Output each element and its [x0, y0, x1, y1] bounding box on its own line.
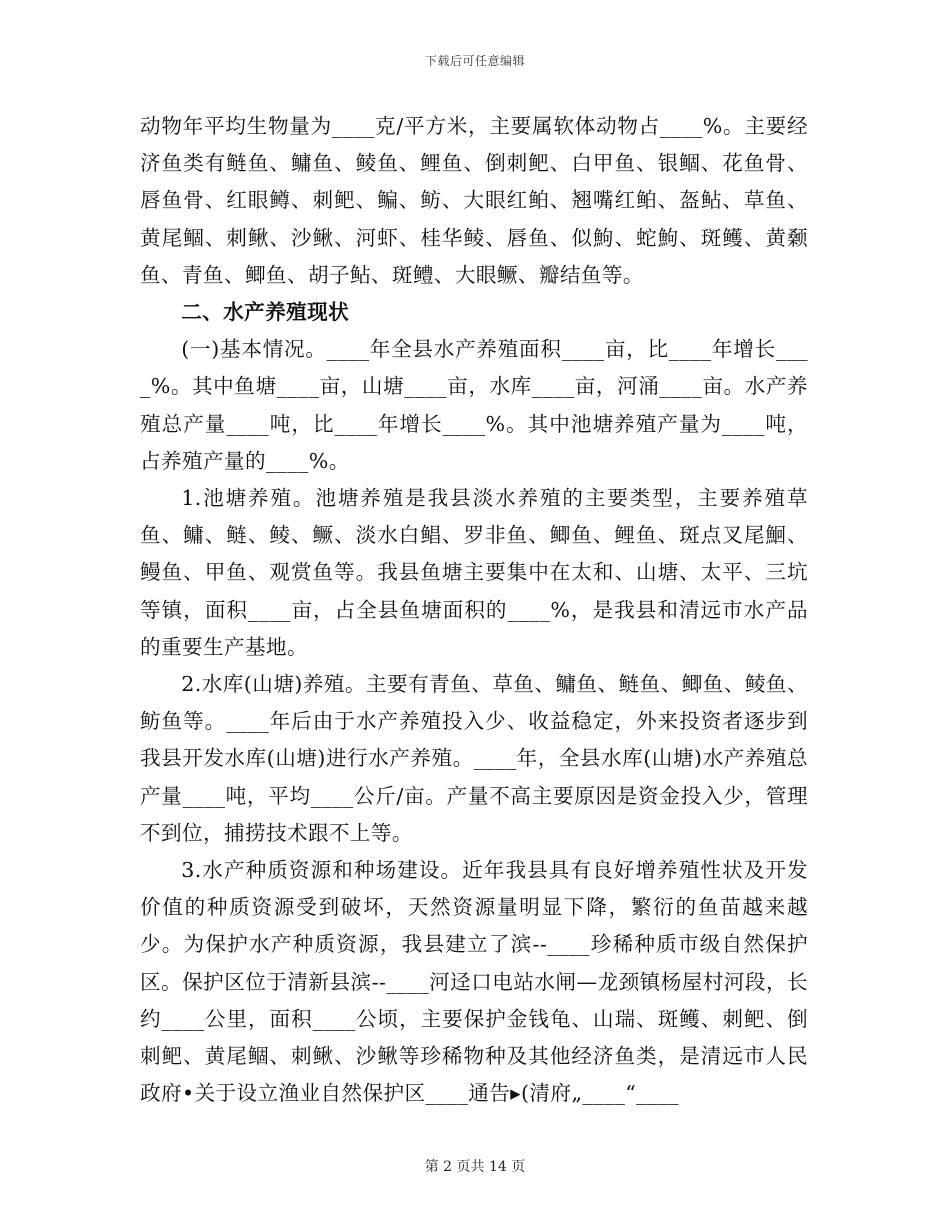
- paragraph-germplasm-resources: 3.水产种质资源和种场建设。近年我县具有良好增养殖性状及开发价值的种质资源受到破坏，天然资源量明显下降，繁衍的鱼苗越来越少。为保护水产种质资源，我县建立了滨--____珍稀种质市级自然保护区。保护区位于清新县滨--____河迳口电站水闸—龙颈镇杨屋村河段，长约____公里，面积____公顷，主要保护金钱龟、山瑞、斑鳠、刺鲃、倒刺鲃、黄尾鲴、刺鳅、沙鳅等珍稀物种及其他经济鱼类，是清远市人民政府•关于设立渔业自然保护区____通告▸(清府„____“____: [140, 858, 808, 1106]
- paragraph-fish-species: 动物年平均生物量为____克/平方米，主要属软体动物占____%。主要经济鱼类有鲢鱼、鳙鱼、鲮鱼、鲤鱼、倒刺鲃、白甲鱼、银鲴、花鱼骨、唇鱼骨、红眼鳟、刺鲃、鳊、鲂、大眼红鲌、翘嘴红鲌、盔鲇、草鱼、黄尾鲴、刺鳅、沙鳅、河虾、桂华鲮、唇鱼、似鮈、蛇鮈、斑鳠、黄颡鱼、青鱼、鲫鱼、胡子鲇、斑鳢、大眼鳜、瓣结鱼等。: [140, 114, 808, 287]
- document-body: [140, 108, 808, 1112]
- paragraph-reservoir-culture: 2.水库(山塘)养殖。主要有青鱼、草鱼、鳙鱼、鲢鱼、鲫鱼、鲮鱼、鲂鱼等。____年后由于水产养殖投入少、收益稳定，外来投资者逐步到我县开发水库(山塘)进行水产养殖。____年，全县水库(山塘)水产养殖总产量____吨，平均____公斤/亩。产量不高主要原因是资金投入少，管理不到位，捕捞技术跟不上等。: [140, 672, 808, 845]
- page-header: 下载后可任意编辑: [424, 54, 525, 68]
- paragraph-pond-culture: 1.池塘养殖。池塘养殖是我县淡水养殖的主要类型，主要养殖草鱼、鳙、鲢、鲮、鳜、淡水白鲳、罗非鱼、鲫鱼、鲤鱼、斑点叉尾鮰、鳗鱼、甲鱼、观赏鱼等。我县鱼塘主要集中在太和、山塘、太平、三坑等镇，面积____亩，占全县鱼塘面积的____%，是我县和清远市水产品的重要生产基地。: [140, 486, 808, 659]
- section-heading-aquaculture-status: 二、水产养殖现状: [181, 300, 350, 325]
- paragraph-basic-situation: (一)基本情况。____年全县水产养殖面积____亩，比____年增长____%。其中鱼塘____亩，山塘____亩，水库____亩，河涌____亩。水产养殖总产量____吨，比____年增长____%。其中池塘养殖产量为____吨，占养殖产量的____%。: [140, 337, 808, 473]
- page-number-footer: 第 2 页共 14 页: [424, 1159, 526, 1175]
